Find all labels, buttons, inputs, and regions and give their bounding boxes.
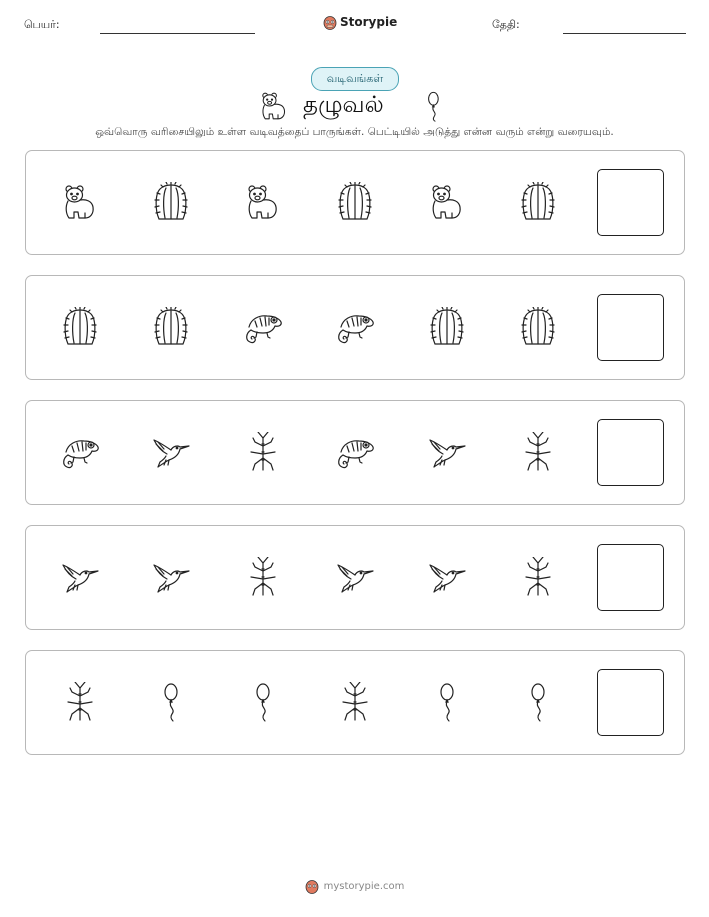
stick-insect-icon [518,432,558,472]
bear-icon [243,182,283,222]
pattern-row [25,525,685,630]
hummingbird-icon [427,557,467,597]
brand-logo [323,14,397,30]
title-row [0,90,709,124]
chameleon-icon [243,307,283,347]
pattern-row [25,150,685,255]
footer [0,878,709,894]
cactus-icon [335,182,375,222]
stick-insect-icon [243,432,283,472]
chameleon-icon [60,432,100,472]
cactus-icon [518,182,558,222]
answer-box[interactable] [597,294,664,361]
stick-insect-icon [60,682,100,722]
stick-insect-icon [518,557,558,597]
bear-icon [258,90,290,122]
hummingbird-icon [151,557,191,597]
date-line[interactable] [563,33,686,34]
name-line[interactable] [100,33,255,34]
date-label: தேதி: [492,18,520,31]
page-title: தழுவல் [303,92,384,118]
balloon-icon [151,682,191,722]
answer-box[interactable] [597,169,664,236]
name-label: பெயர்: [24,18,60,31]
pattern-row [25,400,685,505]
balloon-icon [427,682,467,722]
balloon-icon [518,682,558,722]
answer-box[interactable] [597,419,664,486]
chameleon-icon [335,432,375,472]
brand-name: Storypie [340,15,398,29]
storypie-mascot-icon [305,878,319,894]
cactus-icon [151,307,191,347]
hummingbird-icon [151,432,191,472]
stick-insect-icon [335,682,375,722]
hummingbird-icon [60,557,100,597]
instructions-text: ஒவ்வொரு வரிசையிலும் உள்ள வடிவத்தைப் பாருங்கள். பெட்டியில் அடுத்து என்ன வரும் என்று வரையவும். [95,126,614,138]
answer-box[interactable] [597,669,664,736]
cactus-icon [427,307,467,347]
pattern-row [25,275,685,380]
worksheet-header [0,14,709,38]
bear-icon [427,182,467,222]
bear-icon [60,182,100,222]
hummingbird-icon [427,432,467,472]
answer-box[interactable] [597,544,664,611]
footer-site[interactable]: mystorypie.com [323,880,405,892]
stick-insect-icon [243,557,283,597]
pattern-row [25,650,685,755]
cactus-icon [60,307,100,347]
storypie-mascot-icon [323,14,337,30]
hummingbird-icon [335,557,375,597]
chameleon-icon [335,307,375,347]
balloon-icon [243,682,283,722]
topic-badge: வடிவங்கள் [311,67,399,91]
balloon-icon [423,90,447,122]
cactus-icon [518,307,558,347]
cactus-icon [151,182,191,222]
